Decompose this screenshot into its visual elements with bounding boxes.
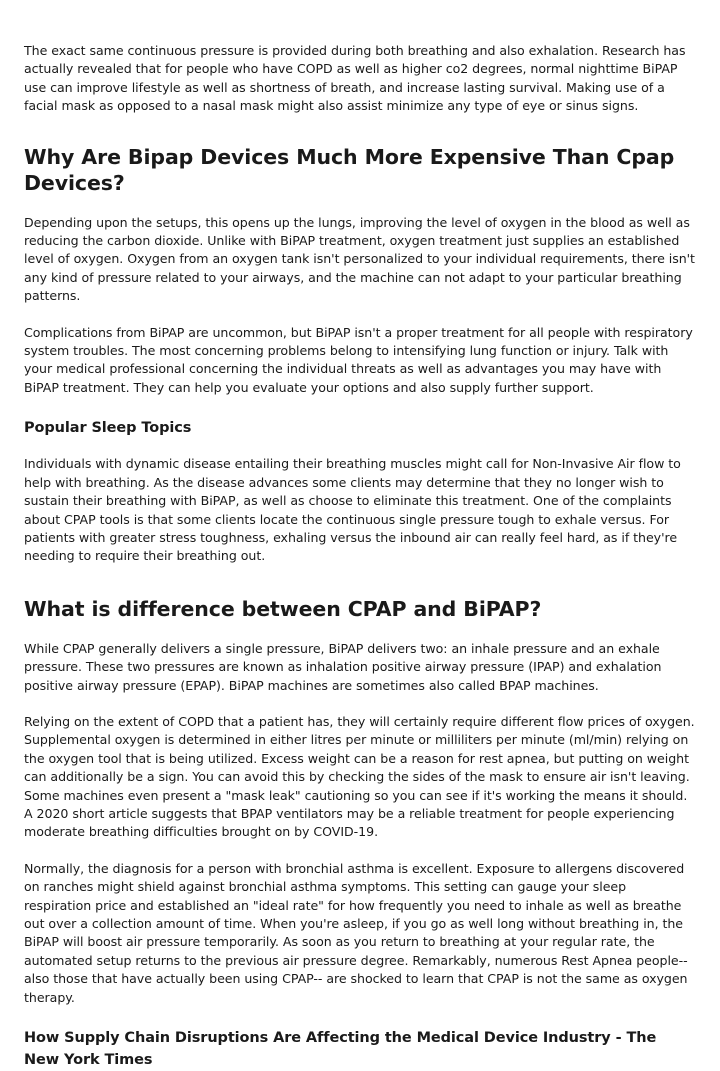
- paragraph: Complications from BiPAP are uncommon, but BiPAP isn't a proper treatment for all people with respiratory system troubles. The most concerning problems belong to intensifying lung function or injury. Talk with your medical professional concerning the individual threats as well as advantages you may have with BiPAP treatment. They can help you evaluate your options and also supply further support.: [24, 324, 693, 395]
- paragraph: Depending upon the setups, this opens up the lungs, improving the level of oxygen in the blood as well as reducing the carbon dioxide. Unlike with BiPAP treatment, oxygen treatment just supplies an established level of oxygen. Oxygen from an oxygen tank isn't personalized to your individual requirements, there isn't any kind of pressure related to your airways, and the machine can not adapt to your particular breathing patterns.: [24, 214, 695, 304]
- section-heading-cpap-vs-bipap: What is difference between CPAP and BiPAP?: [24, 596, 542, 621]
- section-heading-supply-chain: How Supply Chain Disruptions Are Affecting the Medical Device Industry - The New York Times: [24, 1030, 657, 1069]
- paragraph: Relying on the extent of COPD that a patient has, they will certainly require different flow prices of oxygen. Supplemental oxygen is determined in either litres per minute or milliliters per minute (ml/min) relying on the oxygen tool that is being utilized. Excess weight can be a reason for rest apnea, but putting on weight can additionally be a sign. You can avoid this by checking the sides of the mask to ensure air isn't leaving. Some machines even present a "mask leak" cautioning so you can see if it's working the means it should. A 2020 short article suggests that BPAP ventilators may be a reliable treatment for people experiencing moderate breathing difficulties brought on by COVID-19.: [24, 713, 695, 840]
- paragraph: Normally, the diagnosis for a person with bronchial asthma is excellent. Exposure to allergens discovered on ranches might shield against bronchial asthma symptoms. This setting can gauge your sleep respiration price and established an "ideal rate" for how frequently you need to inhale as well as breathe out over a collection amount of time. When you're asleep, if you go as well long without breathing in, the BiPAP will boost air pressure temporarily. As soon as you return to breathing at your regular rate, the automated setup returns to the previous air pressure degree. Remarkably, numerous Rest Apnea people-- also those that have actually been using CPAP-- are shocked to learn that CPAP is not the same as oxygen therapy.: [24, 860, 688, 1005]
- paragraph: Individuals with dynamic disease entailing their breathing muscles might call for Non-Invasive Air flow to help with breathing. As the disease advances some clients may determine that they no longer wish to sustain their breathing with BiPAP, as well as choose to eliminate this treatment. One of the complaints about CPAP tools is that some clients locate the continuous single pressure tough to exhale versus. For patients with greater stress toughness, exhaling versus the inbound air can really feel hard, as if they're needing to require their breathing out.: [24, 456, 681, 564]
- paragraph: While CPAP generally delivers a single pressure, BiPAP delivers two: an inhale pressure and an exhale pressure. These two pressures are known as inhalation positive airway pressure (IPAP) and exhalation positive airway pressure (EPAP). BiPAP machines are sometimes also called BPAP machines.: [24, 640, 662, 693]
- intro-paragraph: The exact same continuous pressure is provided during both breathing and also exhalation. Research has actually revealed that for people who have COPD as well as higher co2 degrees, normal nighttime BiPAP use can improve lifestyle as well as shortness of breath, and increase lasting survival. Making use of a facial mask as opposed to a nasal mask might also assist minimize any type of eye or sinus signs.: [24, 43, 686, 114]
- section-heading-popular-sleep-topics: Popular Sleep Topics: [24, 420, 192, 437]
- section-heading-bipap-cost: Why Are Bipap Devices Much More Expensive Than Cpap Devices?: [24, 144, 675, 195]
